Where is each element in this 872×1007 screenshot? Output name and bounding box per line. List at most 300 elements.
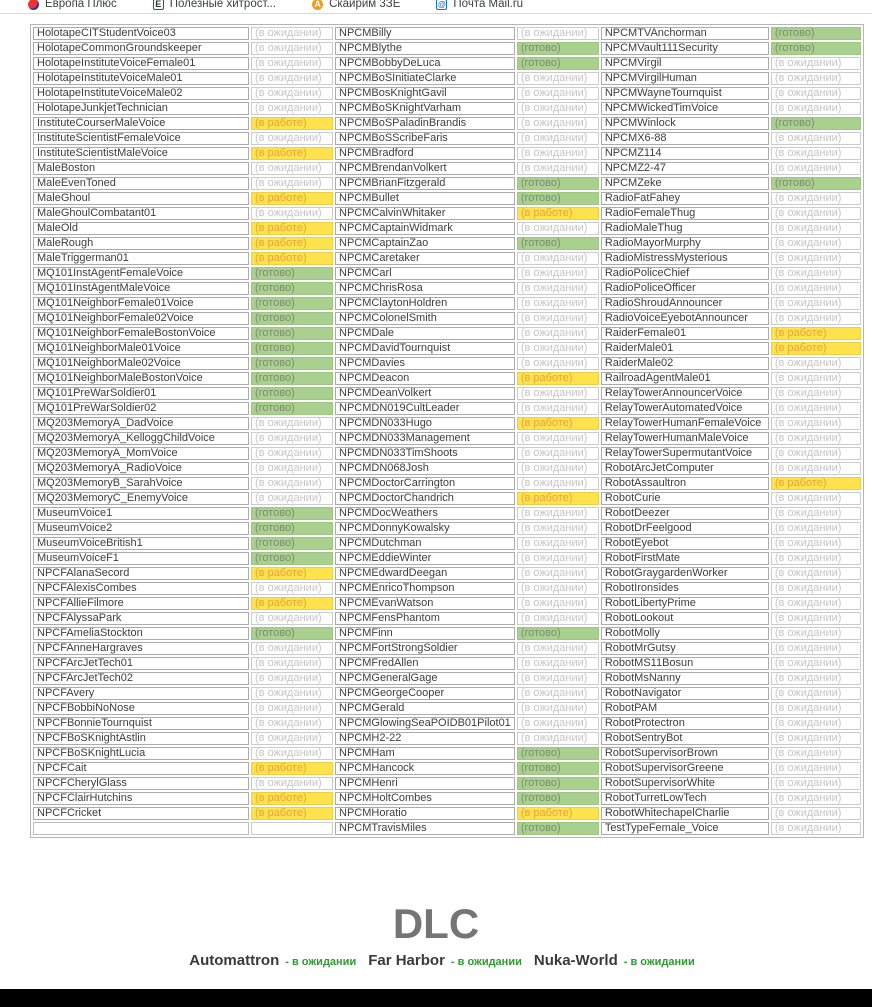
- voice-name-cell: NPCMBrendanVolkert: [335, 162, 515, 175]
- voice-name-cell: HolotapeInstituteVoiceMale02: [33, 87, 249, 100]
- bookmark-label: Полезные хитрост...: [169, 0, 277, 10]
- voice-name-cell: NPCMDN019CultLeader: [335, 402, 515, 415]
- table-row: [33, 432, 861, 445]
- voice-name-cell: NPCMBlythe: [335, 42, 515, 55]
- voice-name-cell: RobotMS11Bosun: [601, 657, 769, 670]
- voice-name-cell: NPCFAllieFilmore: [33, 597, 249, 610]
- table-row: [33, 582, 861, 595]
- voice-name-cell: NPCMCaptainZao: [335, 237, 515, 250]
- voice-name-cell: NPCMBoSScribeFaris: [335, 132, 515, 145]
- voice-name-cell: MuseumVoice1: [33, 507, 249, 520]
- voice-name-cell: NPCMCaretaker: [335, 252, 515, 265]
- status-cell: (в ожидании): [771, 567, 861, 580]
- status-cell: (в ожидании): [771, 717, 861, 730]
- voice-name-cell: RelayTowerSupermutantVoice: [601, 447, 769, 460]
- status-cell: (в ожидании): [517, 582, 599, 595]
- table-row: [33, 102, 861, 115]
- voice-name-cell: RobotFirstMate: [601, 552, 769, 565]
- voice-name-cell: RobotGraygardenWorker: [601, 567, 769, 580]
- voice-name-cell: NPCMGlowingSeaPOIDB01Pilot01: [335, 717, 515, 730]
- status-cell: (в ожидании): [771, 372, 861, 385]
- voice-name-cell: MQ101InstAgentFemaleVoice: [33, 267, 249, 280]
- status-cell: (в работе): [771, 477, 861, 490]
- status-cell: (в ожидании): [771, 642, 861, 655]
- voice-name-cell: MaleOld: [33, 222, 249, 235]
- status-cell: (в ожидании): [517, 642, 599, 655]
- voice-name-cell: NPCMCaptainWidmark: [335, 222, 515, 235]
- status-cell: (в ожидании): [517, 432, 599, 445]
- voice-name-cell: NPCMH2-22: [335, 732, 515, 745]
- table-row: [33, 252, 861, 265]
- voice-name-cell: RadioMistressMysterious: [601, 252, 769, 265]
- voice-name-cell: NPCMDocWeathers: [335, 507, 515, 520]
- status-cell: (готово): [517, 822, 599, 835]
- status-cell: (в ожидании): [517, 342, 599, 355]
- voice-name-cell: NPCMDN033Management: [335, 432, 515, 445]
- table-row: [33, 207, 861, 220]
- voice-name-cell: NPCMWickedTimVoice: [601, 102, 769, 115]
- status-cell: (в ожидании): [771, 672, 861, 685]
- status-cell: (в ожидании): [251, 492, 333, 505]
- voice-name-cell: RobotSupervisorBrown: [601, 747, 769, 760]
- voice-name-cell: HolotapeInstituteVoiceFemale01: [33, 57, 249, 70]
- status-cell: (в ожидании): [771, 732, 861, 745]
- table-row: [33, 477, 861, 490]
- voice-name-cell: MQ101NeighborFemale02Voice: [33, 312, 249, 325]
- status-cell: (в ожидании): [771, 582, 861, 595]
- status-cell: (готово): [517, 762, 599, 775]
- status-cell: (готово): [251, 357, 333, 370]
- voice-name-cell: NPCMDN033Hugo: [335, 417, 515, 430]
- status-cell: (готово): [251, 372, 333, 385]
- status-cell: (в ожидании): [251, 717, 333, 730]
- status-cell: (в ожидании): [517, 567, 599, 580]
- status-cell: (готово): [251, 282, 333, 295]
- voice-name-cell: NPCMHoltCombes: [335, 792, 515, 805]
- table-row: [33, 657, 861, 670]
- status-cell: (в ожидании): [517, 612, 599, 625]
- voice-name-cell: NPCMDeanVolkert: [335, 387, 515, 400]
- status-cell: (в ожидании): [771, 87, 861, 100]
- voice-name-cell: NPCMEvanWatson: [335, 597, 515, 610]
- table-row: [33, 447, 861, 460]
- table-row: [33, 87, 861, 100]
- status-cell: (готово): [251, 627, 333, 640]
- voice-name-cell: NPCMClaytonHoldren: [335, 297, 515, 310]
- status-cell: (в ожидании): [517, 117, 599, 130]
- status-cell: (в ожидании): [517, 282, 599, 295]
- status-cell: (в ожидании): [517, 162, 599, 175]
- voice-name-cell: MQ101NeighborMale02Voice: [33, 357, 249, 370]
- bookmark-label: Скайрим 3ЗЕ: [329, 0, 401, 10]
- table-row: [33, 222, 861, 235]
- mail-favicon-icon: @: [438, 0, 446, 9]
- status-cell: (в работе): [251, 792, 333, 805]
- voice-name-cell: NPCFBobbiNoNose: [33, 702, 249, 715]
- status-cell: (в ожидании): [251, 657, 333, 670]
- table-row: [33, 567, 861, 580]
- table-row: [33, 132, 861, 145]
- status-cell: (в ожидании): [517, 297, 599, 310]
- voice-name-cell: NPCMDavies: [335, 357, 515, 370]
- status-cell: (в работе): [251, 807, 333, 820]
- status-cell: (в ожидании): [251, 642, 333, 655]
- status-cell: (в ожидании): [771, 402, 861, 415]
- voice-name-cell: NPCMBosKnightGavil: [335, 87, 515, 100]
- status-cell: (в ожидании): [771, 252, 861, 265]
- status-cell: (готово): [517, 192, 599, 205]
- status-cell: (готово): [517, 42, 599, 55]
- voice-name-cell: RadioVoiceEyebotAnnouncer: [601, 312, 769, 325]
- voice-name-cell: NPCMZ2-47: [601, 162, 769, 175]
- status-cell: (в ожидании): [517, 387, 599, 400]
- voice-name-cell: HolotapeCITStudentVoice03: [33, 27, 249, 40]
- status-cell: (в ожидании): [771, 102, 861, 115]
- table-row: [33, 507, 861, 520]
- status-cell: (в ожидании): [771, 537, 861, 550]
- voice-name-cell: NPCFArcJetTech02: [33, 672, 249, 685]
- status-cell: (в ожидании): [771, 702, 861, 715]
- status-cell: (в ожидании): [517, 252, 599, 265]
- voice-name-cell: RobotSupervisorWhite: [601, 777, 769, 790]
- voice-name-cell: RadioMaleThug: [601, 222, 769, 235]
- voice-name-cell: RelayTowerAutomatedVoice: [601, 402, 769, 415]
- status-cell: (в работе): [251, 147, 333, 160]
- voice-name-cell: RobotSupervisorGreene: [601, 762, 769, 775]
- voice-name-cell: NPCMGeorgeCooper: [335, 687, 515, 700]
- status-cell: (готово): [251, 342, 333, 355]
- status-cell: (в ожидании): [251, 72, 333, 85]
- status-cell: (в ожидании): [251, 87, 333, 100]
- voice-name-cell: NPCFCricket: [33, 807, 249, 820]
- status-cell: (в ожидании): [251, 27, 333, 40]
- voice-name-cell: InstituteScientistMaleVoice: [33, 147, 249, 160]
- table-row: [33, 192, 861, 205]
- voice-name-cell: RobotMsNanny: [601, 672, 769, 685]
- voice-name-cell: MQ101NeighborMaleBostonVoice: [33, 372, 249, 385]
- status-cell: (в ожидании): [517, 147, 599, 160]
- status-cell: (в ожидании): [517, 402, 599, 415]
- voice-name-cell: NPCMVirgilHuman: [601, 72, 769, 85]
- voice-name-cell: RaiderMale02: [601, 357, 769, 370]
- status-cell: (в работе): [517, 372, 599, 385]
- voice-name-cell: NPCMWayneTournquist: [601, 87, 769, 100]
- status-cell: (в ожидании): [251, 102, 333, 115]
- table-row: [33, 162, 861, 175]
- status-cell: (в ожидании): [517, 537, 599, 550]
- status-cell: (в ожидании): [771, 312, 861, 325]
- voice-name-cell: RobotAssaultron: [601, 477, 769, 490]
- status-cell: (в работе): [771, 342, 861, 355]
- status-cell: (в ожидании): [517, 477, 599, 490]
- status-cell: (в ожидании): [771, 237, 861, 250]
- status-cell: (в ожидании): [517, 717, 599, 730]
- voice-name-cell: RadioFatFahey: [601, 192, 769, 205]
- voice-name-cell: NPCMHoratio: [335, 807, 515, 820]
- voice-name-cell: TestTypeFemale_Voice: [601, 822, 769, 835]
- voice-name-cell: RadioShroudAnnouncer: [601, 297, 769, 310]
- voice-name-cell: RadioFemaleThug: [601, 207, 769, 220]
- status-cell: (в работе): [517, 807, 599, 820]
- voice-name-cell: NPCMBilly: [335, 27, 515, 40]
- bookmark-label: Почта Mail.ru: [453, 0, 524, 10]
- voice-name-cell: MuseumVoiceF1: [33, 552, 249, 565]
- status-cell: (в ожидании): [517, 27, 599, 40]
- voice-name-cell: MQ101NeighborFemaleBostonVoice: [33, 327, 249, 340]
- voice-name-cell: MaleGhoulCombatant01: [33, 207, 249, 220]
- status-cell: (в ожидании): [251, 432, 333, 445]
- status-cell: (в ожидании): [517, 447, 599, 460]
- voice-name-cell: RobotPAM: [601, 702, 769, 715]
- status-cell: (в ожидании): [771, 762, 861, 775]
- status-cell: (готово): [771, 42, 861, 55]
- status-cell: (в ожидании): [771, 267, 861, 280]
- status-cell: (в работе): [517, 492, 599, 505]
- voice-name-cell: MaleGhoul: [33, 192, 249, 205]
- voice-name-cell: NPCFAlanaSecord: [33, 567, 249, 580]
- status-cell: (в ожидании): [771, 57, 861, 70]
- status-cell: (готово): [251, 507, 333, 520]
- status-cell: (в ожидании): [251, 462, 333, 475]
- voice-name-cell: NPCMGerald: [335, 702, 515, 715]
- voice-name-cell: RelayTowerHumanFemaleVoice: [601, 417, 769, 430]
- voice-name-cell: NPCFAmeliaStockton: [33, 627, 249, 640]
- status-cell: (в ожидании): [517, 222, 599, 235]
- dlc-status: - в ожидании: [285, 956, 357, 968]
- voice-name-cell: NPCMFinn: [335, 627, 515, 640]
- voice-name-cell: MuseumVoice2: [33, 522, 249, 535]
- status-cell: (в работе): [251, 237, 333, 250]
- status-cell: (в работе): [517, 417, 599, 430]
- dlc-status: - в ожидании: [450, 956, 522, 968]
- table-row: [33, 57, 861, 70]
- status-cell: (в ожидании): [517, 552, 599, 565]
- status-cell: (в работе): [251, 597, 333, 610]
- voice-name-cell: InstituteCourserMaleVoice: [33, 117, 249, 130]
- status-cell: (в ожидании): [771, 492, 861, 505]
- voice-name-cell: RobotArcJetComputer: [601, 462, 769, 475]
- table-row: [33, 762, 861, 775]
- status-cell: (готово): [251, 522, 333, 535]
- voice-name-cell: NPCMBoSKnightVarham: [335, 102, 515, 115]
- bookmark-item[interactable]: [436, 0, 523, 14]
- voice-name-cell: MQ203MemoryA_RadioVoice: [33, 462, 249, 475]
- table-row: [33, 537, 861, 550]
- status-cell: (в ожидании): [251, 42, 333, 55]
- status-cell: (готово): [251, 327, 333, 340]
- status-cell: (в ожидании): [771, 297, 861, 310]
- voice-name-cell: MaleRough: [33, 237, 249, 250]
- voice-name-cell: NPCMHancock: [335, 762, 515, 775]
- table-row: [33, 177, 861, 190]
- status-cell: (готово): [251, 402, 333, 415]
- status-cell: (в работе): [251, 762, 333, 775]
- voice-name-cell: NPCMFortStrongSoldier: [335, 642, 515, 655]
- status-cell: (в ожидании): [517, 687, 599, 700]
- voice-name-cell: NPCMBrianFitzgerald: [335, 177, 515, 190]
- voice-name-cell: NPCMDN033TimShoots: [335, 447, 515, 460]
- voice-name-cell: NPCMDoctorCarrington: [335, 477, 515, 490]
- status-cell: (в ожидании): [771, 432, 861, 445]
- voice-name-cell: RadioPoliceChief: [601, 267, 769, 280]
- status-cell: (в ожидании): [771, 282, 861, 295]
- table-row: [33, 597, 861, 610]
- voice-name-cell: NPCFClairHutchins: [33, 792, 249, 805]
- status-cell: (в ожидании): [771, 612, 861, 625]
- voice-name-cell: NPCMChrisRosa: [335, 282, 515, 295]
- status-cell: (в ожидании): [251, 747, 333, 760]
- voice-name-cell: RelayTowerHumanMaleVoice: [601, 432, 769, 445]
- voice-status-table: [30, 24, 864, 838]
- voice-name-cell: NPCMTravisMiles: [335, 822, 515, 835]
- voice-name-cell: MQ101PreWarSoldier01: [33, 387, 249, 400]
- voice-name-cell: NPCMEnricoThompson: [335, 582, 515, 595]
- table-row: [33, 747, 861, 760]
- voice-name-cell: NPCMHam: [335, 747, 515, 760]
- voice-name-cell: RobotProtectron: [601, 717, 769, 730]
- bookmark-item[interactable]: [28, 0, 117, 14]
- status-cell: (в ожидании): [771, 162, 861, 175]
- voice-name-cell: NPCMTVAnchorman: [601, 27, 769, 40]
- status-cell: (в ожидании): [251, 687, 333, 700]
- bookmark-item[interactable]: [153, 0, 276, 14]
- status-cell: (готово): [771, 117, 861, 130]
- voice-name-cell: NPCMDN068Josh: [335, 462, 515, 475]
- table-row: [33, 522, 861, 535]
- status-cell: (в ожидании): [771, 417, 861, 430]
- table-row: [33, 282, 861, 295]
- status-cell: (в ожидании): [771, 222, 861, 235]
- voice-name-cell: NPCMFensPhantom: [335, 612, 515, 625]
- status-cell: (в ожидании): [771, 147, 861, 160]
- status-cell: (в ожидании): [251, 177, 333, 190]
- voice-name-cell: NPCMDonnyKowalsky: [335, 522, 515, 535]
- voice-name-cell: MQ101NeighborFemale01Voice: [33, 297, 249, 310]
- voice-name-cell: NPCFBonnieTournquist: [33, 717, 249, 730]
- voice-name-cell: NPCMBradford: [335, 147, 515, 160]
- status-cell: (готово): [517, 792, 599, 805]
- status-cell: (в ожидании): [251, 582, 333, 595]
- status-cell: (в ожидании): [771, 522, 861, 535]
- voice-name-cell: NPCFBoSKnightAstlin: [33, 732, 249, 745]
- voice-name-cell: MQ203MemoryA_MomVoice: [33, 447, 249, 460]
- table-row: [33, 357, 861, 370]
- dlc-section: [0, 900, 872, 970]
- voice-name-cell: HolotapeCommonGroundskeeper: [33, 42, 249, 55]
- table-row: [33, 492, 861, 505]
- table-row: [33, 627, 861, 640]
- footer-bar: [0, 989, 872, 1007]
- voice-name-cell: NPCMDoctorChandrich: [335, 492, 515, 505]
- status-cell: (в ожидании): [771, 132, 861, 145]
- table-row: [33, 687, 861, 700]
- voice-name-cell: NPCFAvery: [33, 687, 249, 700]
- voice-name-cell: NPCFAlyssaPark: [33, 612, 249, 625]
- table-row: [33, 552, 861, 565]
- voice-name-cell: RobotMrGutsy: [601, 642, 769, 655]
- voice-name-cell: RelayTowerAnnouncerVoice: [601, 387, 769, 400]
- status-cell: (в ожидании): [251, 732, 333, 745]
- table-row: [33, 372, 861, 385]
- voice-name-cell: HolotapeJunkjetTechnician: [33, 102, 249, 115]
- status-cell: (готово): [517, 57, 599, 70]
- voice-name-cell: InstituteScientistFemaleVoice: [33, 132, 249, 145]
- table-row: [33, 777, 861, 790]
- table-row: [33, 822, 861, 835]
- voice-name-cell: RobotSentryBot: [601, 732, 769, 745]
- voice-name-cell: RaiderFemale01: [601, 327, 769, 340]
- voice-name-cell: RobotCurie: [601, 492, 769, 505]
- dlc-name: Nuka-World: [533, 952, 618, 969]
- voice-name-cell: RobotIronsides: [601, 582, 769, 595]
- voice-name-cell: MaleBoston: [33, 162, 249, 175]
- status-cell: (в работе): [251, 117, 333, 130]
- table-row: [33, 237, 861, 250]
- status-cell: (готово): [251, 537, 333, 550]
- status-cell: (готово): [771, 27, 861, 40]
- voice-name-cell: MQ101PreWarSoldier02: [33, 402, 249, 415]
- voice-name-cell: RobotDrFeelgood: [601, 522, 769, 535]
- hitro-favicon-icon: E: [153, 0, 164, 10]
- voice-name-cell: NPCMX6-88: [601, 132, 769, 145]
- voice-name-cell: MaleTriggerman01: [33, 252, 249, 265]
- voice-name-cell: MQ101InstAgentMaleVoice: [33, 282, 249, 295]
- status-cell: (готово): [517, 237, 599, 250]
- voice-name-cell: NPCFAnneHargraves: [33, 642, 249, 655]
- voice-name-cell: RobotLibertyPrime: [601, 597, 769, 610]
- status-cell: (в ожидании): [251, 477, 333, 490]
- dlc-name: Automattron: [189, 952, 280, 969]
- voice-name-cell: NPCMDutchman: [335, 537, 515, 550]
- status-cell: (в ожидании): [771, 792, 861, 805]
- status-cell: (готово): [251, 312, 333, 325]
- status-cell: (в ожидании): [251, 672, 333, 685]
- status-cell: (в ожидании): [251, 207, 333, 220]
- status-cell: (в ожидании): [771, 822, 861, 835]
- voice-name-cell: RadioPoliceOfficer: [601, 282, 769, 295]
- table-row: [33, 297, 861, 310]
- bookmark-item[interactable]: [312, 0, 400, 14]
- voice-name-cell: MQ203MemoryC_EnemyVoice: [33, 492, 249, 505]
- voice-name-cell: NPCMFredAllen: [335, 657, 515, 670]
- table-row: [33, 327, 861, 340]
- voice-name-cell: NPCMBobbyDeLuca: [335, 57, 515, 70]
- table-row: [33, 147, 861, 160]
- voice-name-cell: MQ203MemoryB_SarahVoice: [33, 477, 249, 490]
- status-cell: (в ожидании): [771, 657, 861, 670]
- status-cell: (готово): [517, 777, 599, 790]
- table-row: [33, 792, 861, 805]
- voice-name-cell: NPCFArcJetTech01: [33, 657, 249, 670]
- table-row: [33, 342, 861, 355]
- voice-name-cell: MQ101NeighborMale01Voice: [33, 342, 249, 355]
- status-cell: (в ожидании): [251, 132, 333, 145]
- status-cell: (в ожидании): [517, 327, 599, 340]
- status-cell: (в ожидании): [517, 732, 599, 745]
- voice-name-cell: NPCMBoSInitiateClarke: [335, 72, 515, 85]
- voice-name-cell: NPCMDale: [335, 327, 515, 340]
- status-cell: (в ожидании): [771, 807, 861, 820]
- status-cell: (в ожидании): [771, 462, 861, 475]
- status-cell: (в ожидании): [517, 522, 599, 535]
- status-cell: (готово): [251, 387, 333, 400]
- status-cell: (в работе): [251, 567, 333, 580]
- status-cell: (в работе): [251, 252, 333, 265]
- voice-name-cell: MuseumVoiceBritish1: [33, 537, 249, 550]
- status-cell: (в ожидании): [517, 462, 599, 475]
- status-cell: (в ожидании): [771, 777, 861, 790]
- voice-name-cell: RobotEyebot: [601, 537, 769, 550]
